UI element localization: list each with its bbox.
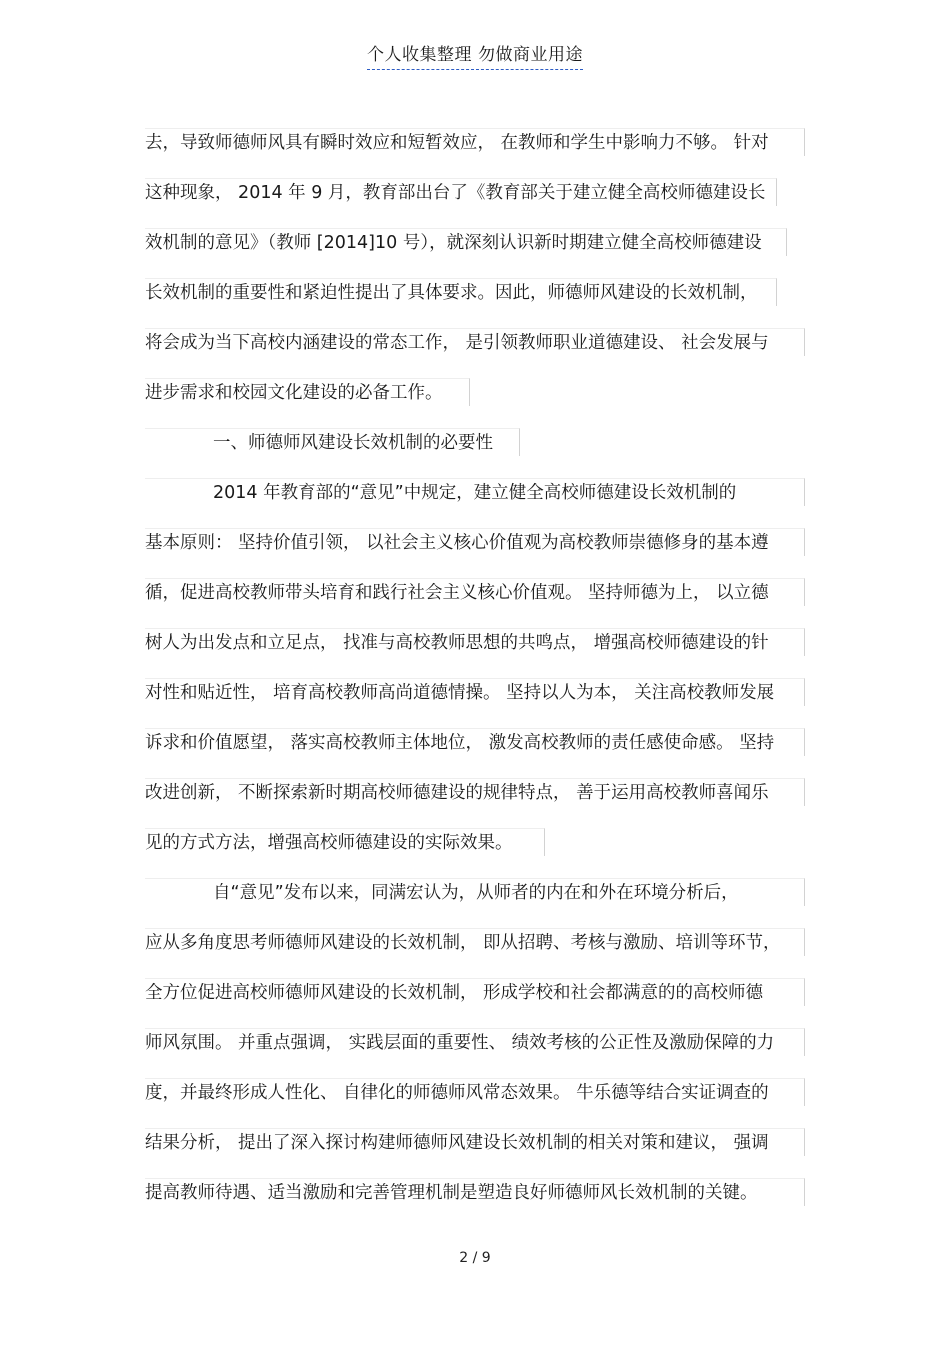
text-line: 见的方式方法，增强高校师德建设的实际效果。 (145, 828, 545, 856)
text-line: 树人为出发点和立足点， 找准与高校教师思想的共鸣点， 增强高校师德建设的针 (145, 628, 805, 656)
text-line: 改进创新， 不断探索新时期高校师德建设的规律特点， 善于运用高校教师喜闻乐 (145, 778, 805, 806)
text-line: 提高教师待遇、适当激励和完善管理机制是塑造良好师德师风长效机制的关键。 (145, 1178, 805, 1206)
text-line: 长效机制的重要性和紧迫性提出了具体要求。因此，师德师风建设的长效机制， (145, 278, 777, 306)
text-line: 度，并最终形成人性化、 自律化的师德师风常态效果。 牛乐德等结合实证调查的 (145, 1078, 805, 1106)
text-line: 应从多角度思考师德师风建设的长效机制， 即从招聘、考核与激励、培训等环节， (145, 928, 805, 956)
text-line: 结果分析， 提出了深入探讨构建师德师风建设长效机制的相关对策和建议， 强调 (145, 1128, 805, 1156)
header-title: 个人收集整理 勿做商业用途 (367, 40, 583, 70)
text-line: 这种现象， 2014 年 9 月，教育部出台了《教育部关于建立健全高校师德建设长 (145, 178, 777, 206)
text-line: 2014 年教育部的“意见”中规定，建立健全高校师德建设长效机制的 (145, 478, 805, 506)
page-header (0, 40, 950, 70)
text-line: 效机制的意见》（教师 [2014]10 号），就深刻认识新时期建立健全高校师德建设 (145, 228, 787, 256)
text-line: 去，导致师德师风具有瞬时效应和短暂效应， 在教师和学生中影响力不够。 针对 (145, 128, 805, 156)
page-number: 2 / 9 (459, 1250, 491, 1266)
text-line: 基本原则： 坚持价值引领， 以社会主义核心价值观为高校教师崇德修身的基本遵 (145, 528, 805, 556)
text-line: 将会成为当下高校内涵建设的常态工作， 是引领教师职业道德建设、 社会发展与 (145, 328, 805, 356)
text-line: 对性和贴近性， 培育高校教师高尚道德情操。 坚持以人为本， 关注高校教师发展 (145, 678, 805, 706)
text-line: 进步需求和校园文化建设的必备工作。 (145, 378, 470, 406)
text-line: 全方位促进高校师德师风建设的长效机制， 形成学校和社会都满意的的高校师德 (145, 978, 805, 1006)
text-line: 师风氛围。 并重点强调， 实践层面的重要性、 绩效考核的公正性及激励保障的力 (145, 1028, 805, 1056)
text-line: 自“意见”发布以来，同满宏认为，从师者的内在和外在环境分析后， (145, 878, 805, 906)
section-heading: 一、师德师风建设长效机制的必要性 (145, 428, 520, 456)
text-line: 循，促进高校教师带头培育和践行社会主义核心价值观。 坚持师德为上， 以立德 (145, 578, 805, 606)
text-line: 诉求和价值愿望， 落实高校教师主体地位， 激发高校教师的责任感使命感。 坚持 (145, 728, 805, 756)
